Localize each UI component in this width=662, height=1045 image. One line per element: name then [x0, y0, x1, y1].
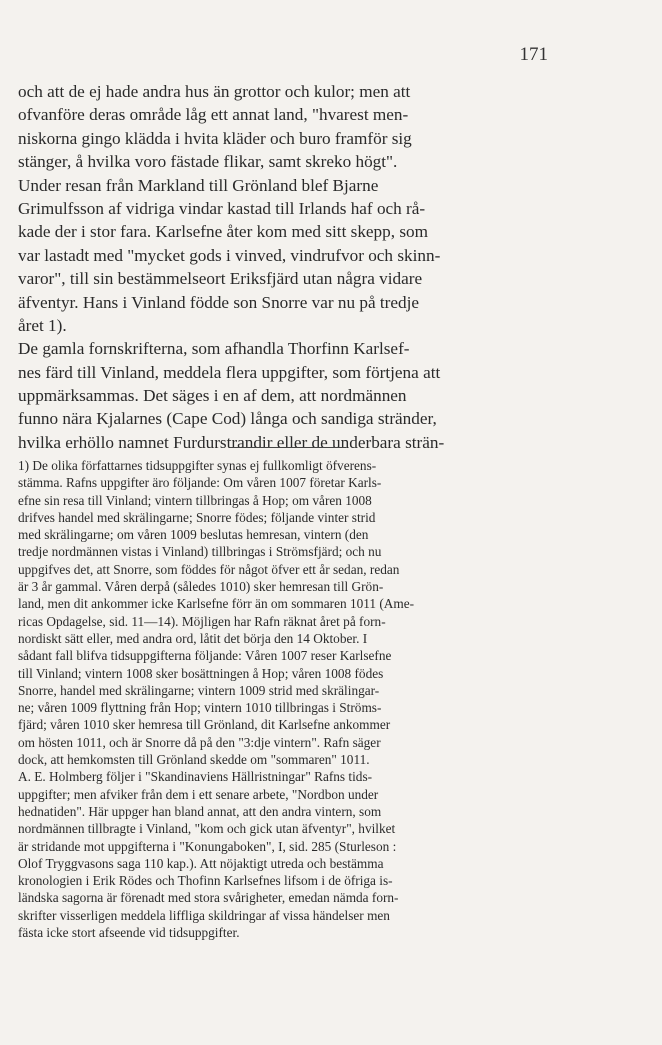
main-text-line: äfventyr. Hans i Vinland födde son Snorre var nu på tredje [18, 292, 420, 312]
main-text-line: var lastadt med "mycket gods i vinved, vindrufvor och skinn- [18, 245, 441, 265]
footnote-line: hednatiden". Här uppger han bland annat, att den andra vintern, som [18, 803, 382, 819]
footnote-line: sådant fall blifva tidsuppgifterna följande: Våren 1007 reser Karlsefne [18, 648, 392, 664]
main-text-line: Grimulfsson af vidriga vindar kastad till Irlands haf och rå- [18, 198, 426, 218]
footnote-divider [230, 447, 346, 448]
footnote-line: dock, att hemkomsten till Grönland skedde om "sommaren" 1011. [18, 752, 370, 768]
footnote-line: nordmännen tillbragte i Vinland, "kom och gick utan äfventyr", hvilket [18, 821, 396, 837]
footnote-line: med skrälingarne; om våren 1009 beslutas hemresan, vintern (den [18, 527, 369, 543]
footnote-line: efne sin resa till Vinland; vintern tillbringas å Hop; om våren 1008 [18, 492, 372, 508]
footnote-line: är stridande mot uppgifterna i "Konungaboken", I, sid. 285 (Sturleson : [18, 838, 397, 854]
footnote-line: A. E. Holmberg följer i "Skandinaviens Hällristningar" Rafns tids- [18, 769, 373, 785]
footnote-line: uppgifves det, att Snorre, som föddes för något öfver ett år sedan, redan [18, 561, 400, 577]
main-text-block [18, 80, 568, 454]
footnote-line: land, men dit ankommer icke Karlsefne förr än om sommaren 1011 (Ame- [18, 596, 415, 612]
main-text-line: nes färd till Vinland, meddela flera uppgifter, som förtjena att [18, 362, 441, 382]
main-text-line: uppmärksammas. Det säges i en af dem, att nordmännen [18, 386, 407, 406]
footnote-line: ne; våren 1009 flyttning från Hop; vintern 1010 tillbringas i Ströms- [18, 700, 382, 716]
page-number: 171 [519, 44, 548, 65]
footnote-line: ländska sagorna är förenadt med stora svårigheter, emedan nämda forn- [18, 890, 399, 906]
footnote-line: Olof Tryggvasons saga 110 kap.). Att nöjaktigt utreda och bestämma [18, 855, 384, 871]
main-text-line: ofvanföre deras område låg ett annat land, "hvarest men- [18, 105, 409, 125]
footnote-line: 1) De olika författarnes tidsuppgifter synas ej fullkomligt öfverens- [18, 458, 377, 473]
footnote-block [18, 457, 568, 941]
footnote-line: drifves handel med skrälingarne; Snorre födes; följande vinter strid [18, 509, 376, 525]
footnote-line: Snorre, handel med skrälingarne; vintern 1009 strid med skrälingar- [18, 682, 380, 698]
main-text-line: niskorna gingo klädda i hvita kläder och buro framför sig [18, 128, 412, 148]
footnote-line: ricas Opdagelse, sid. 11—14). Möjligen har Rafn räknat året på forn- [18, 613, 386, 629]
main-text-line: funno nära Kjalarnes (Cape Cod) långa och sandiga stränder, [18, 409, 437, 429]
footnote-line: uppgifter; men afviker från dem i ett senare arbete, "Nordbon under [18, 786, 379, 802]
footnote-line: skrifter visserligen meddela liffliga skildringar af vissa händelser men [18, 907, 390, 923]
footnote-line: fjärd; våren 1010 sker hemresa till Grönland, dit Karlsefne ankommer [18, 717, 391, 733]
main-text-line: kade der i stor fara. Karlsefne åter kom med sitt skepp, som [18, 222, 428, 242]
main-text-line: De gamla fornskrifterna, som afhandla Thorfinn Karlsef- [18, 339, 410, 359]
main-text-line: Under resan från Markland till Grönland blef Bjarne [18, 175, 379, 195]
main-text-line: stänger, å hvilka voro fästade flikar, samt skreko högt". [18, 152, 398, 172]
footnote-line: kronologien i Erik Rödes och Thofinn Karlsefnes lifsom i de öfriga is- [18, 873, 393, 889]
footnote-line: fästa icke stort afseende vid tidsuppgifter. [18, 925, 240, 941]
main-text-line: varor", till sin bestämmelseort Eriksfjärd utan några vidare [18, 269, 423, 289]
footnote-line: om hösten 1011, och är Snorre då på den "3:dje vintern". Rafn säger [18, 734, 381, 750]
footnote-line: tredje nordmännen vistas i Vinland) tillbringas i Strömsfjärd; och nu [18, 544, 382, 560]
footnote-line: till Vinland; vintern 1008 sker bosättningen å Hop; våren 1008 födes [18, 665, 384, 681]
main-text-line: året 1). [18, 315, 67, 335]
footnote-line: är 3 år gammal. Våren derpå (således 1010) sker hemresan till Grön- [18, 579, 384, 595]
main-text-line: och att de ej hade andra hus än grottor och kulor; men att [18, 82, 411, 101]
main-text-line: hvilka erhöllo namnet Furdurstrandir eller de underbara strän- [18, 432, 445, 452]
footnote-line: stämma. Rafns uppgifter äro följande: Om våren 1007 företar Karls- [18, 475, 382, 491]
footnote-line: nordiskt sätt eller, med andra ord, låtit det börja den 14 Oktober. I [18, 630, 368, 646]
